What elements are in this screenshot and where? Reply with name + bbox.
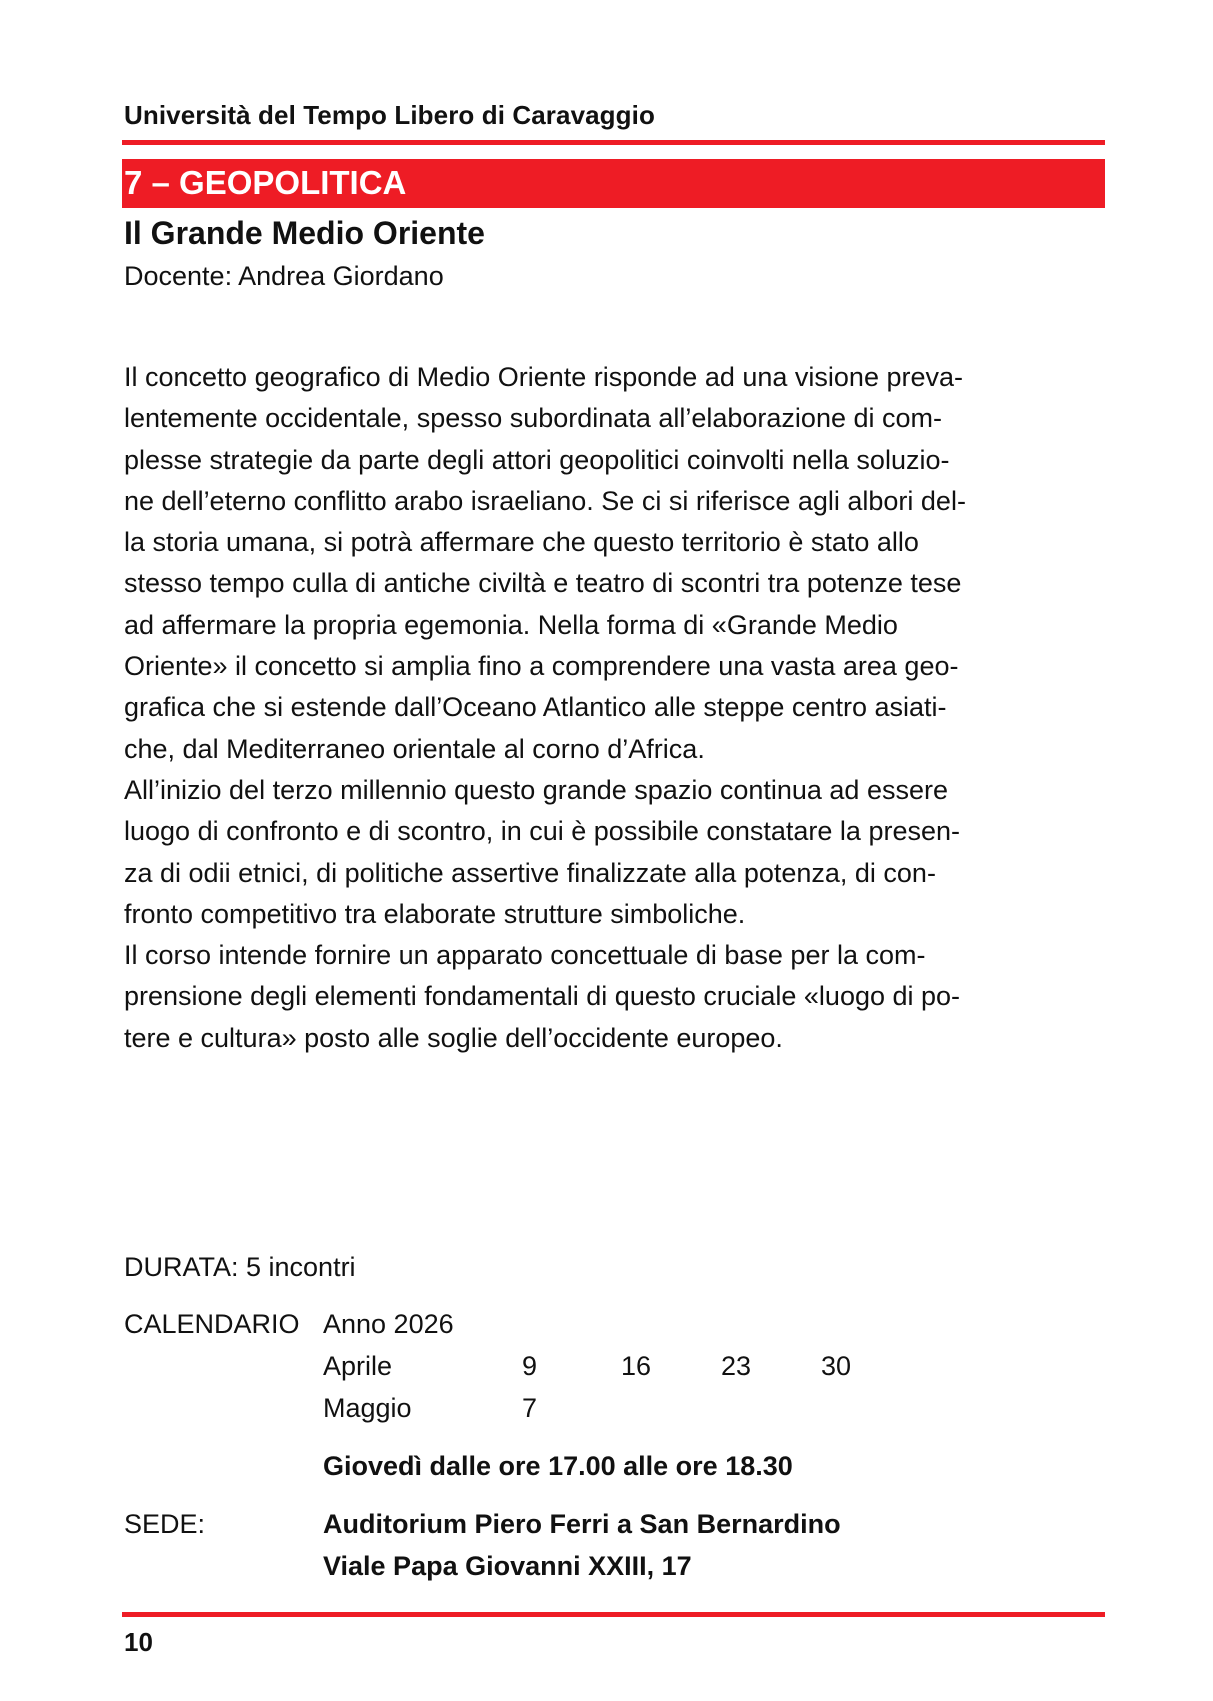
footer-rule [122,1612,1105,1617]
april-day: 30 [821,1351,852,1381]
april-day: 23 [721,1351,752,1381]
section-title: 7 – GEOPOLITICA [124,164,407,201]
duration: DURATA: 5 incontri [124,1252,356,1282]
description-line: lentemente occidentale, spesso subordinata all’elaborazione di com- [124,403,942,434]
schedule-time: Giovedì dalle ore 17.00 alle ore 18.30 [323,1451,793,1481]
description-line: luogo di confronto e di scontro, in cui è possibile constatare la presen- [124,816,960,847]
description-line: plesse strategie da parte degli attori geopolitici coinvolti nella soluzio- [124,444,950,475]
may-day: 7 [522,1393,538,1423]
description-line: All’inizio del terzo millennio questo grande spazio continua ad essere [124,774,948,805]
calendar-year: Anno 2026 [323,1309,454,1339]
description-line: ad affermare la propria egemonia. Nella forma di «Grande Medio [124,609,898,640]
description-line: tere e cultura» posto alle soglie dell’occidente europeo. [124,1022,783,1053]
header-rule [122,140,1105,145]
section-bar [122,159,1105,208]
description-line: ne dell’eterno conflitto arabo israeliano. Se ci si riferisce agli albori del- [124,485,966,516]
april-day: 16 [621,1351,652,1381]
description-line: Il corso intende fornire un apparato concettuale di base per la com- [124,940,926,971]
venue-label: SEDE: [124,1509,206,1539]
description-line: che, dal Mediterraneo orientale al corno d’Africa. [124,733,705,764]
calendar-label: CALENDARIO [124,1309,300,1339]
description-line: prensione degli elementi fondamentali di questo cruciale «luogo di po- [124,981,961,1012]
april-day: 9 [522,1351,538,1381]
description-line: Il concetto geografico di Medio Oriente risponde ad una visione preva- [124,362,963,392]
month-april: Aprile [323,1351,393,1381]
description-line: za di odii etnici, di politiche assertive finalizzate alla potenza, di con- [124,857,936,888]
course-title: Il Grande Medio Oriente [124,215,485,251]
description-line: fronto competitivo tra elaborate strutture simboliche. [124,898,746,929]
teacher-line: Docente: Andrea Giordano [124,261,444,291]
month-may: Maggio [323,1393,412,1423]
description-line: stesso tempo culla di antiche civiltà e teatro di scontri tra potenze tese [124,568,962,599]
venue-name: Auditorium Piero Ferri a San Bernardino [323,1509,841,1539]
description-line: grafica che si estende dall’Oceano Atlantico alle steppe centro asiati- [124,692,947,723]
course-description [124,357,1099,1059]
page-number: 10 [124,1627,153,1657]
description-line: Oriente» il concetto si amplia fino a comprendere una vasta area geo- [124,651,959,682]
document-header: Università del Tempo Libero di Caravaggio [124,100,655,130]
description-line: la storia umana, si potrà affermare che questo territorio è stato allo [124,527,919,558]
venue-address: Viale Papa Giovanni XXIII, 17 [323,1551,692,1581]
